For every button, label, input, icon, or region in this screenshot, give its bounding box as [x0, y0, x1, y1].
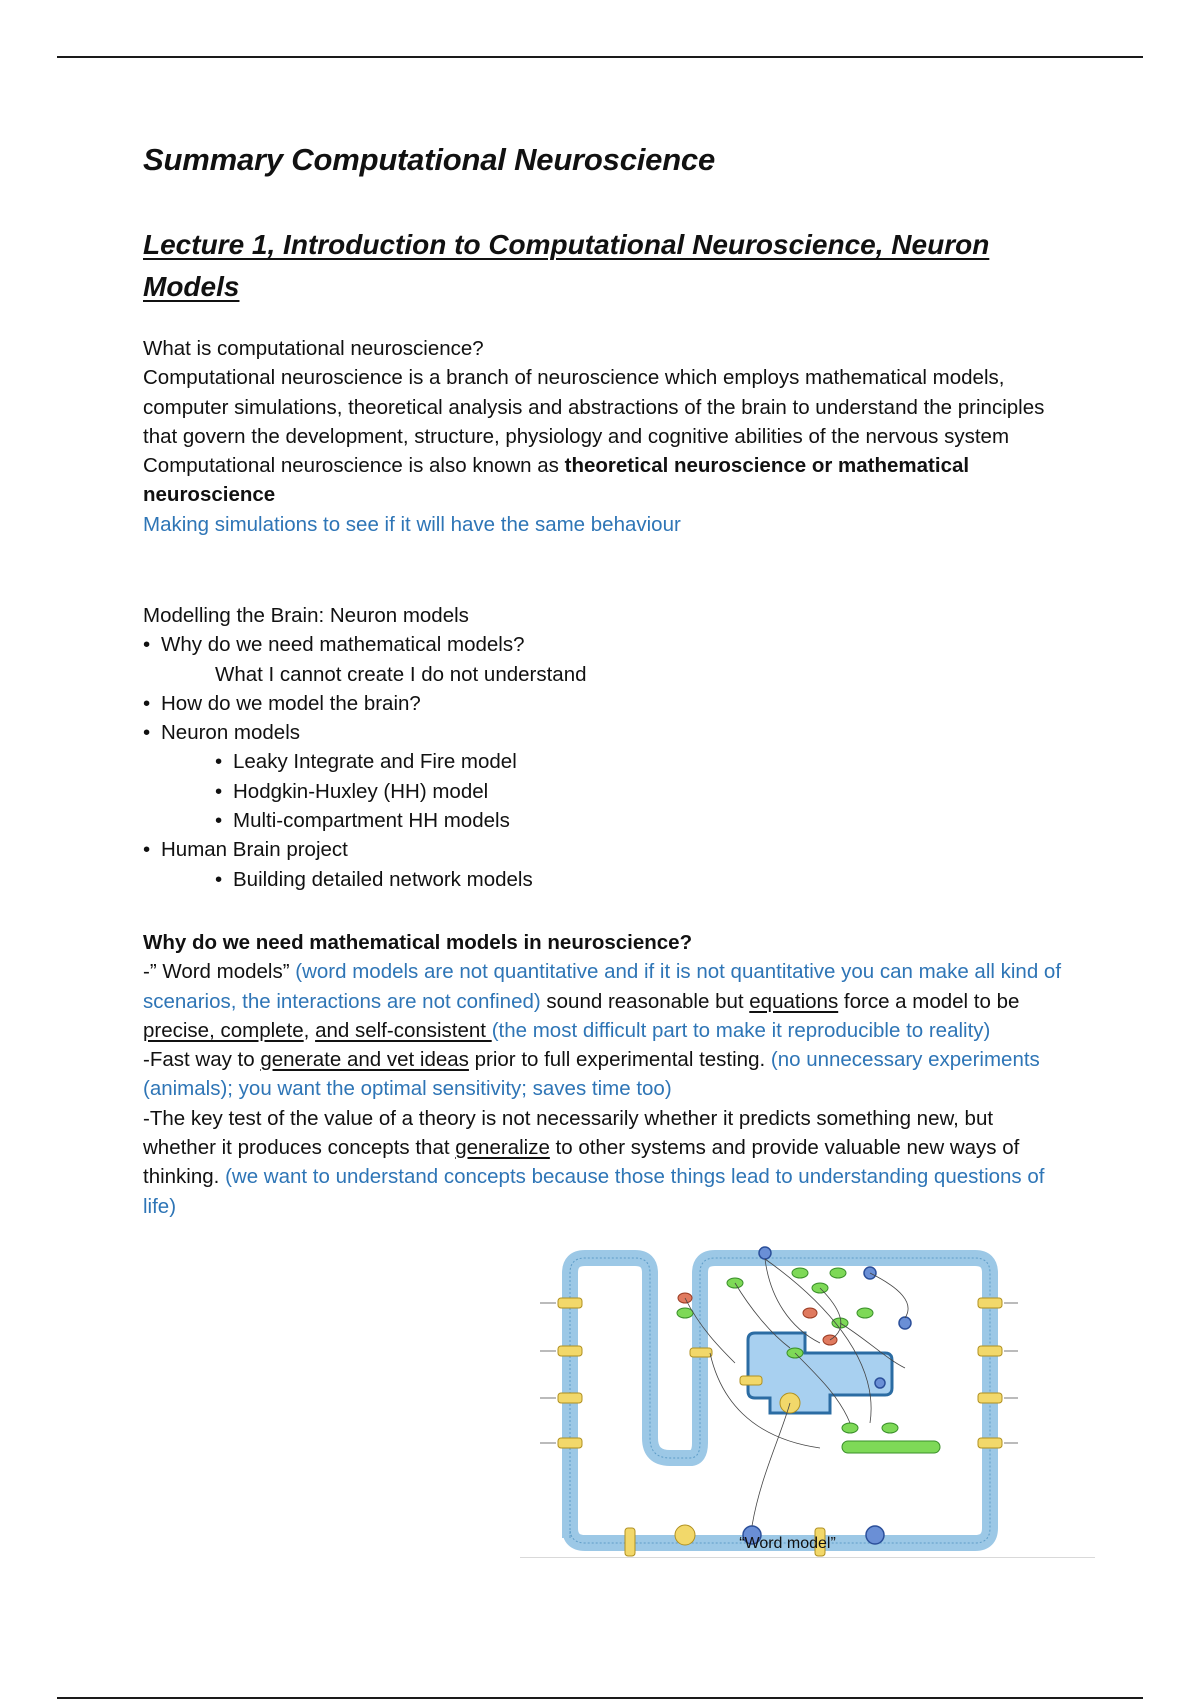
text-run: -The key test of the value of a theory is not necessarily whether it predicts something new, but whether it produces concepts that [143, 1106, 994, 1160]
intro-note: Making simulations to see if it will have the same behaviour [143, 512, 681, 536]
figure-caption: “Word model” [739, 1535, 836, 1552]
list-item: • How do we model the brain? [143, 689, 1063, 718]
er-compartment [748, 1333, 892, 1413]
list-item: • Building detailed network models [215, 865, 1063, 894]
document-title: Summary Computational Neuroscience [143, 142, 716, 177]
underlined-text: equations [749, 989, 839, 1013]
modelling-q1-answer: What I cannot create I do not understand [215, 662, 587, 686]
green-structure [842, 1441, 940, 1453]
list-item: • Neuron models [143, 718, 1063, 747]
why-paragraph-3 [143, 1104, 1063, 1221]
modelling-list-2 [143, 689, 1063, 894]
list-item: • Leaky Integrate and Fire model [215, 747, 1063, 776]
text-run: -” Word models” [143, 960, 296, 984]
top-rule [57, 56, 1143, 58]
intro-question: What is computational neuroscience? [143, 337, 484, 360]
list-item: • Why do we need mathematical models? [143, 630, 1063, 659]
why-paragraph-2 [143, 1045, 1063, 1104]
blue-note: (no unnecessary experiments (animals); you want the optimal sensitivity; saves time too) [143, 1048, 1040, 1101]
lecture-heading [143, 224, 1043, 308]
bottom-rule [57, 1697, 1143, 1699]
underlined-text: generalize [455, 1136, 550, 1160]
cell-diagram-figure [520, 1238, 1095, 1558]
intro-aka-bold: theoretical neuroscience or mathematical neuroscience [143, 454, 970, 507]
why-section [143, 928, 1063, 1221]
blue-note: (we want to understand concepts because those things lead to understanding questions of life) [143, 1165, 1045, 1218]
why-heading: Why do we need mathematical models in neuroscience? [143, 931, 693, 954]
text-run: prior to full experimental testing. [468, 1048, 771, 1072]
list-item: • Hodgkin-Huxley (HH) model [215, 777, 1063, 806]
why-paragraph-1 [143, 957, 1063, 1045]
list-item: • Human Brain project [143, 835, 1063, 864]
underlined-text: and self-consistent [315, 1018, 492, 1042]
text-run: to other systems and provide valuable new ways of thinking. [143, 1136, 1020, 1189]
intro-aka-prefix: Computational neuroscience is also known as [143, 454, 565, 478]
modelling-list [143, 630, 1063, 659]
blue-note: (word models are not quantitative and if it is not quantitative you can make all kind of scenarios, the interactions are not confined) [143, 960, 1062, 1013]
modelling-section [143, 601, 1063, 894]
text-run: , [303, 1018, 316, 1042]
intro-section [143, 334, 1063, 539]
modelling-heading: Modelling the Brain: Neuron models [143, 604, 469, 627]
text-run: force a model to be [838, 989, 1020, 1013]
figure-baseline [520, 1557, 1095, 1558]
blue-note: (the most difficult part to make it reproducible to reality) [491, 1018, 991, 1042]
list-item: • Multi-compartment HH models [215, 806, 1063, 835]
underlined-text: generate and vet ideas [260, 1048, 469, 1072]
text-run: -Fast way to [143, 1048, 261, 1072]
intro-aka [143, 451, 1063, 510]
intro-definition: Computational neuroscience is a branch of neuroscience which employs mathematical models, computer simulations, theoretical analysis and abstractions of the brain to understand the principles that govern the development, structure, physiology and cognitive abilities of the nervous system [143, 366, 1045, 448]
lecture-heading-text: Lecture 1, Introduction to Computational Neuroscience, Neuron Models [143, 229, 990, 302]
underlined-text: precise, complete [143, 1018, 304, 1042]
text-run: sound reasonable but [540, 989, 750, 1013]
